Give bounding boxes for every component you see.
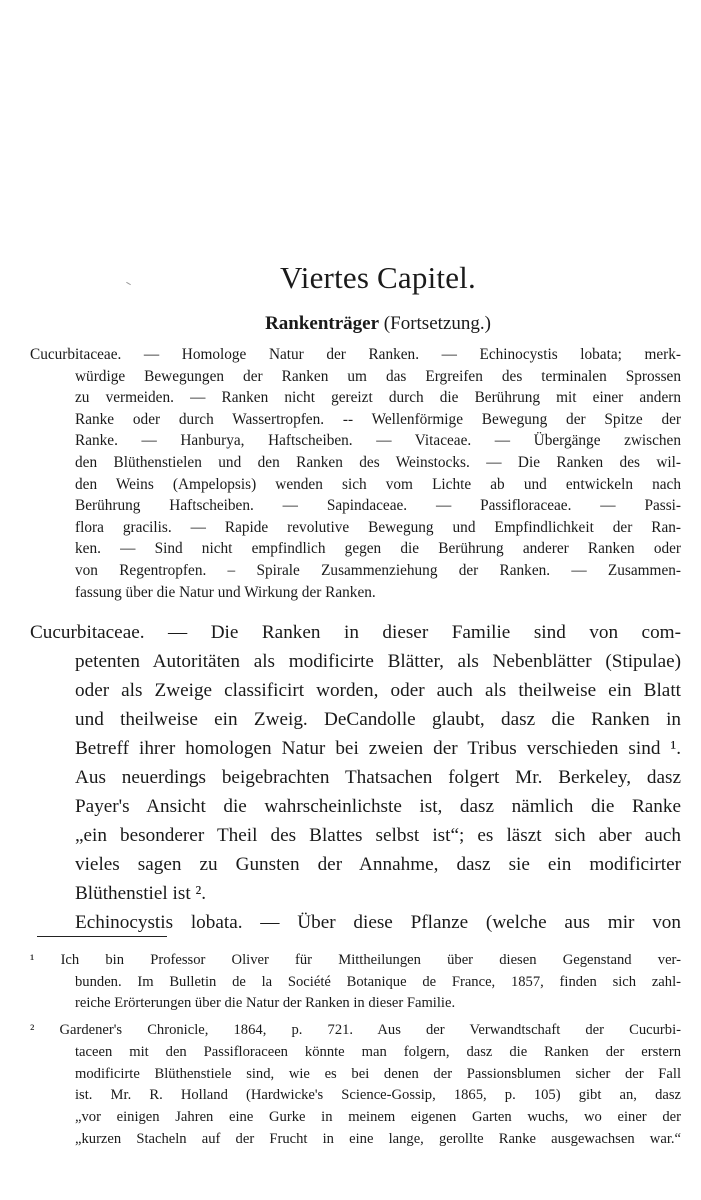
footnote-line: „kurzen Stacheln auf der Frucht in eine lange, gerollte Ranke ausgewachsen war.“ — [75, 1130, 681, 1147]
body-line: Aus neuerdings beigebrachten Thatsachen folgert Mr. Berkeley, dasz — [75, 767, 681, 788]
footnote-line: taceen mit den Passifloraceen könnte man folgern, dasz die Ranken der erstern — [75, 1043, 681, 1060]
body-line: petenten Autoritäten als modificirte Blätter, als Nebenblätter (Stipulae) — [75, 651, 681, 672]
summary-line: von Regentropfen. – Spirale Zusammenziehung der Ranken. — Zusammen- — [75, 561, 681, 579]
footnote-line: „vor einigen Jahren eine Gurke in meinem eigenen Garten wuchs, wo einer der — [75, 1108, 681, 1125]
body-line: „ein besonderer Theil des Blattes selbst ist“; es läszt sich aber auch — [75, 825, 681, 846]
chapter-title: Viertes Capitel. — [280, 260, 476, 295]
section-heading — [75, 314, 681, 333]
summary-line: fassung über die Natur und Wirkung der Ranken. — [75, 583, 376, 601]
summary-line: würdige Bewegungen der Ranken um das Ergreifen des terminalen Sprossen — [75, 367, 681, 385]
section-heading-main: Rankenträger — [265, 313, 380, 334]
section-heading-paren: (Fortsetzung.) — [383, 313, 491, 334]
body-line: oder als Zweige classificirt worden, oder auch als theilweise ein Blatt — [75, 680, 681, 701]
body-line: Payer's Ansicht die wahrscheinlichste ist, dasz nämlich die Ranke — [75, 796, 681, 817]
summary-line: zu vermeiden. — Ranken nicht gereizt durch die Berührung mit einer andern — [75, 389, 681, 407]
body-text — [30, 618, 681, 937]
body-line: Blüthenstiel ist ². — [75, 883, 207, 904]
chapter-summary — [30, 344, 681, 603]
summary-line: den Weins (Ampelopsis) wenden sich vom Lichte ab und entwickeln nach — [75, 475, 681, 493]
body-line: Betreff ihrer homologen Natur bei zweien der Tribus verschieden sind ¹. — [75, 738, 681, 759]
footnote-line: modificirte Blüthenstiele sind, wie es bei denen der Passionsblumen sicher der Fall — [75, 1065, 681, 1082]
body-line: Echinocystis lobata. — Über diese Pflanze (welche aus mir von — [75, 912, 681, 933]
footnote-rule — [37, 936, 167, 937]
body-line: und theilweise ein Zweig. DeCandolle glaubt, dasz die Ranken in — [75, 709, 681, 730]
footnote-line: ² Gardener's Chronicle, 1864, p. 721. Aus der Verwandtschaft der Cucurbi- — [30, 1022, 681, 1039]
footnote-line: ist. Mr. R. Holland (Hardwicke's Science-Gossip, 1865, p. 105) gibt an, dasz — [75, 1087, 681, 1104]
body-line: vieles sagen zu Gunsten der Annahme, dasz sie ein modificirter — [75, 854, 681, 875]
footnote-line: ¹ Ich bin Professor Oliver für Mittheilungen über diesen Gegenstand ver- — [30, 952, 681, 968]
footnote-line: bunden. Im Bulletin de la Société Botanique de France, 1857, finden sich zahl- — [75, 973, 681, 990]
summary-line: flora gracilis. — Rapide revolutive Bewegung und Empfindlichkeit der Ran- — [75, 518, 681, 536]
summary-line: den Blüthenstielen und den Ranken des Weinstocks. — Die Ranken des wil- — [75, 453, 681, 471]
footnotes — [30, 950, 681, 1150]
summary-line: Ranke oder durch Wassertropfen. -- Wellenförmige Bewegung der Spitze der — [75, 410, 681, 428]
body-line: Cucurbitaceae. — Die Ranken in dieser Familie sind von com- — [30, 622, 681, 643]
summary-line: ken. — Sind nicht empfindlich gegen die Berührung anderer Ranken oder — [75, 540, 681, 558]
footnote-line: reiche Erörterungen über die Natur der Ranken in dieser Familie. — [75, 995, 456, 1012]
summary-line: Ranke. — Hanburya, Haftscheiben. — Vitaceae. — Übergänge zwischen — [75, 432, 681, 450]
book-page — [30, 0, 681, 1200]
summary-line: Cucurbitaceae. — Homologe Natur der Ranken. — Echinocystis lobata; merk- — [30, 346, 681, 363]
summary-line: Berührung Haftscheiben. — Sapindaceae. — Passifloraceae. — Passi- — [75, 497, 681, 515]
